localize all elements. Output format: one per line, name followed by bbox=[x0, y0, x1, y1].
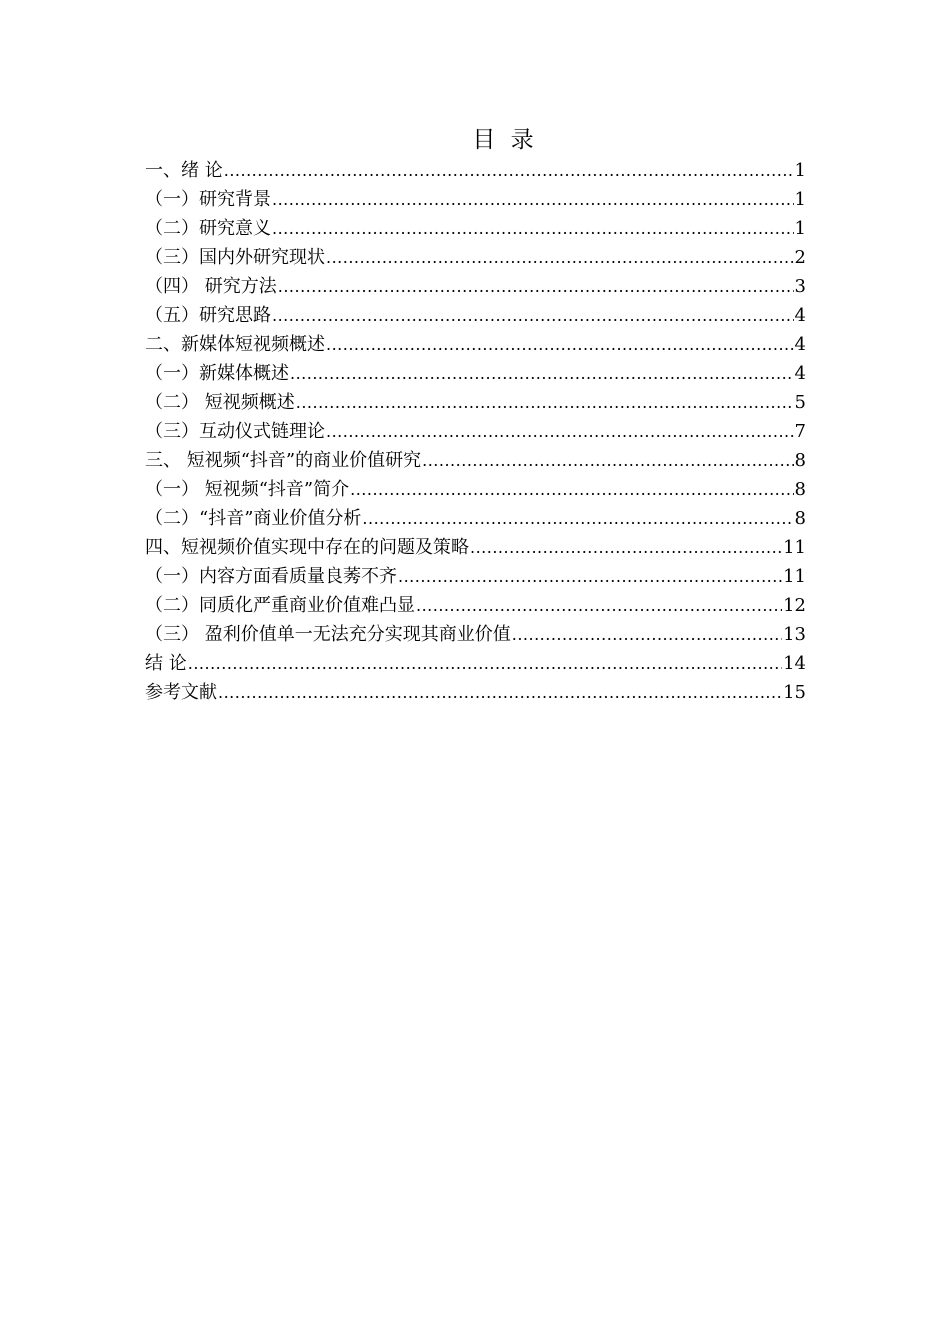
toc-entry-label: 四、短视频价值实现中存在的问题及策略 bbox=[145, 537, 469, 558]
toc-entry[interactable] bbox=[145, 446, 806, 475]
toc-dot-leader bbox=[278, 272, 794, 301]
toc-entry[interactable] bbox=[145, 504, 806, 533]
toc-entry-label: （一）内容方面看质量良莠不齐 bbox=[145, 566, 397, 587]
toc-entry-page-number: 1 bbox=[794, 160, 806, 181]
toc-entry[interactable] bbox=[145, 533, 806, 562]
toc-entry[interactable] bbox=[145, 301, 806, 330]
toc-dot-leader bbox=[416, 591, 782, 620]
toc-entry-label: （二）“抖音”商业价值分析 bbox=[145, 508, 362, 529]
toc-dot-leader bbox=[272, 301, 794, 330]
toc-dot-leader bbox=[290, 359, 794, 388]
toc-dot-leader bbox=[326, 243, 794, 272]
toc-entry-page-number: 8 bbox=[794, 508, 806, 529]
toc-entry-page-number: 4 bbox=[794, 305, 806, 326]
toc-entry[interactable] bbox=[145, 359, 806, 388]
toc-entry-label: （一）新媒体概述 bbox=[145, 363, 289, 384]
toc-dot-leader bbox=[272, 214, 794, 243]
toc-entry-page-number: 1 bbox=[794, 218, 806, 239]
toc-entry[interactable] bbox=[145, 620, 806, 649]
toc-dot-leader bbox=[422, 446, 793, 475]
toc-entry[interactable] bbox=[145, 243, 806, 272]
toc-entry[interactable] bbox=[145, 156, 806, 185]
toc-entry-page-number: 2 bbox=[794, 247, 806, 268]
toc-entry-page-number: 8 bbox=[794, 479, 806, 500]
toc-entry-page-number: 4 bbox=[794, 363, 806, 384]
toc-entry-label: （二）研究意义 bbox=[145, 218, 271, 239]
toc-dot-leader bbox=[326, 417, 794, 446]
toc-entry-page-number: 8 bbox=[794, 450, 806, 471]
toc-entry-label: （一） 短视频“抖音”简介 bbox=[145, 479, 350, 500]
toc-entry-label: （一）研究背景 bbox=[145, 189, 271, 210]
toc-entry[interactable] bbox=[145, 591, 806, 620]
toc-entry-label: 二、新媒体短视频概述 bbox=[145, 334, 325, 355]
toc-entry-label: （三） 盈利价值单一无法充分实现其商业价值 bbox=[145, 624, 511, 645]
toc-dot-leader bbox=[470, 533, 782, 562]
toc-entry[interactable] bbox=[145, 417, 806, 446]
toc-entry-page-number: 7 bbox=[794, 421, 806, 442]
toc-entry[interactable] bbox=[145, 649, 806, 678]
toc-entry-page-number: 12 bbox=[783, 595, 806, 616]
toc-entry-label: 参考文献 bbox=[145, 682, 217, 703]
toc-dot-leader bbox=[218, 678, 782, 707]
toc-entry-page-number: 13 bbox=[783, 624, 806, 645]
toc-dot-leader bbox=[512, 620, 782, 649]
toc-entry-label: （三）国内外研究现状 bbox=[145, 247, 325, 268]
toc-dot-leader bbox=[224, 156, 794, 185]
toc-dot-leader bbox=[272, 185, 794, 214]
toc-entry-label: 三、 短视频“抖音”的商业价值研究 bbox=[145, 450, 422, 471]
toc-entry[interactable] bbox=[145, 272, 806, 301]
toc-dot-leader bbox=[296, 388, 794, 417]
toc-entry-page-number: 11 bbox=[783, 537, 806, 558]
toc-entry-label: 一、绪 论 bbox=[145, 160, 223, 181]
toc-entry[interactable] bbox=[145, 388, 806, 417]
toc-entry[interactable] bbox=[145, 185, 806, 214]
toc-entry[interactable] bbox=[145, 562, 806, 591]
toc-entry-page-number: 1 bbox=[794, 189, 806, 210]
toc-entry-label: （四） 研究方法 bbox=[145, 276, 277, 297]
toc-entry-page-number: 5 bbox=[794, 392, 806, 413]
toc-entry-page-number: 14 bbox=[783, 653, 806, 674]
toc-entry[interactable] bbox=[145, 330, 806, 359]
toc-dot-leader bbox=[350, 475, 793, 504]
toc-dot-leader bbox=[398, 562, 782, 591]
toc-entry-label: （五）研究思路 bbox=[145, 305, 271, 326]
toc-dot-leader bbox=[326, 330, 794, 359]
toc-dot-leader bbox=[188, 649, 782, 678]
toc-entry-label: （三）互动仪式链理论 bbox=[145, 421, 325, 442]
toc-entry-label: 结 论 bbox=[145, 653, 187, 674]
toc-title: 目 录 bbox=[472, 127, 538, 153]
toc-dot-leader bbox=[362, 504, 793, 533]
table-of-contents bbox=[145, 156, 806, 707]
toc-entry[interactable] bbox=[145, 475, 806, 504]
toc-entry-label: （二） 短视频概述 bbox=[145, 392, 295, 413]
toc-entry-page-number: 4 bbox=[794, 334, 806, 355]
toc-entry[interactable] bbox=[145, 678, 806, 707]
toc-entry-label: （二）同质化严重商业价值难凸显 bbox=[145, 595, 415, 616]
toc-entry-page-number: 3 bbox=[794, 276, 806, 297]
toc-entry[interactable] bbox=[145, 214, 806, 243]
toc-entry-page-number: 11 bbox=[783, 566, 806, 587]
toc-entry-page-number: 15 bbox=[783, 682, 806, 703]
